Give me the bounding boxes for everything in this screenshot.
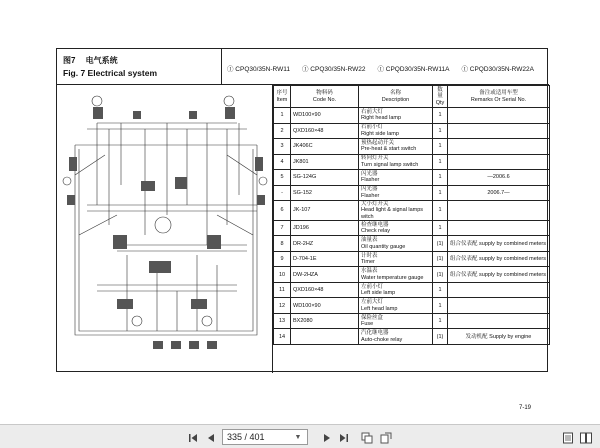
table-row: 6 JK-107 大小灯开关 Head light & signal lamps witch 1 <box>274 201 550 221</box>
first-page-icon[interactable] <box>186 431 199 444</box>
page-selector[interactable] <box>222 429 308 445</box>
table-row: 4 JK801 转向灯开关 Turn signal lamp switch 1 <box>274 154 550 170</box>
table-row: 1 WD100×90 右前大灯 Right head lamp 1 <box>274 108 550 124</box>
table-row: 7 JD196 检查继电器 Check relay 1 <box>274 220 550 236</box>
table-row: 2 QXD160×48 右前小灯 Right side lamp 1 <box>274 123 550 139</box>
rotate-icon[interactable] <box>379 431 392 444</box>
table-row: 14 汽化继电器 Auto-choke relay (1) 发动机配 Supply by engine <box>274 329 550 345</box>
model-4: Ⓘ CPQD30/35N-RW22A <box>461 66 534 73</box>
header-description: 名称 Description <box>359 86 433 108</box>
wiring-diagram <box>57 85 273 373</box>
copy-page-icon[interactable] <box>360 431 373 444</box>
prev-page-icon[interactable] <box>204 431 217 444</box>
model-1: Ⓘ CPQ30/35N-RW11 <box>227 66 290 73</box>
table-row: 5 SG-124G 闪光器 Flasher 1 —2006.6 <box>274 170 550 186</box>
header-qty: 数量 Qty <box>433 86 448 108</box>
table-row: 9 D-704-1E 计时表 Timer (1) 组合仪表配 supply by combined meters <box>274 251 550 267</box>
wiring-diagram-drawing <box>57 85 273 373</box>
table-row: 12 WD100×90 左前大灯 Left head lamp 1 <box>274 298 550 314</box>
model-2: Ⓘ CPQ30/35N-RW22 <box>301 66 366 73</box>
double-page-icon[interactable] <box>579 431 592 444</box>
chevron-down-icon[interactable]: ▼ <box>294 433 302 441</box>
figure-title-cn: 图7 电气系统 <box>63 56 118 65</box>
table-row: 3 JK406C 预热起动开关 Pre-heat & start switch 1 <box>274 139 550 155</box>
model-3: Ⓘ CPQD30/35N-RW11A <box>377 66 450 73</box>
model-list <box>227 64 534 73</box>
header-divider <box>221 49 222 85</box>
figure-title-en: Fig. 7 Electrical system <box>63 68 158 78</box>
header-item: 序号 Item <box>274 86 291 108</box>
parts-table <box>273 85 550 345</box>
single-page-icon[interactable] <box>561 431 574 444</box>
next-page-icon[interactable] <box>320 431 333 444</box>
table-row: - SG-152 闪光器 Flasher 1 2006.7— <box>274 185 550 201</box>
table-row: 13 BX2080 保险丝盒 Fuse 1 <box>274 313 550 329</box>
page-input[interactable] <box>223 432 291 442</box>
table-row: 8 DR-2HZ 油量表 Oil quantity gauge (1) 组合仪表配 supply by combined meters <box>274 236 550 252</box>
table-row: 10 DW-2HZA 水温表 Water temperature gauge (1) 组合仪表配 supply by combined meters <box>274 267 550 283</box>
page-number: 7-19 <box>519 405 532 411</box>
last-page-icon[interactable] <box>337 431 350 444</box>
table-row: 11 QXD160×48 左前小灯 Left side lamp 1 <box>274 282 550 298</box>
document-page <box>56 48 548 372</box>
header-remarks: 备注或适用车型 Remarks Or Serial No. <box>448 86 550 108</box>
table-header-row <box>274 86 550 108</box>
viewer-toolbar <box>0 424 600 448</box>
header-code: 物料码 Code No. <box>291 86 359 108</box>
figure-header <box>57 49 549 85</box>
